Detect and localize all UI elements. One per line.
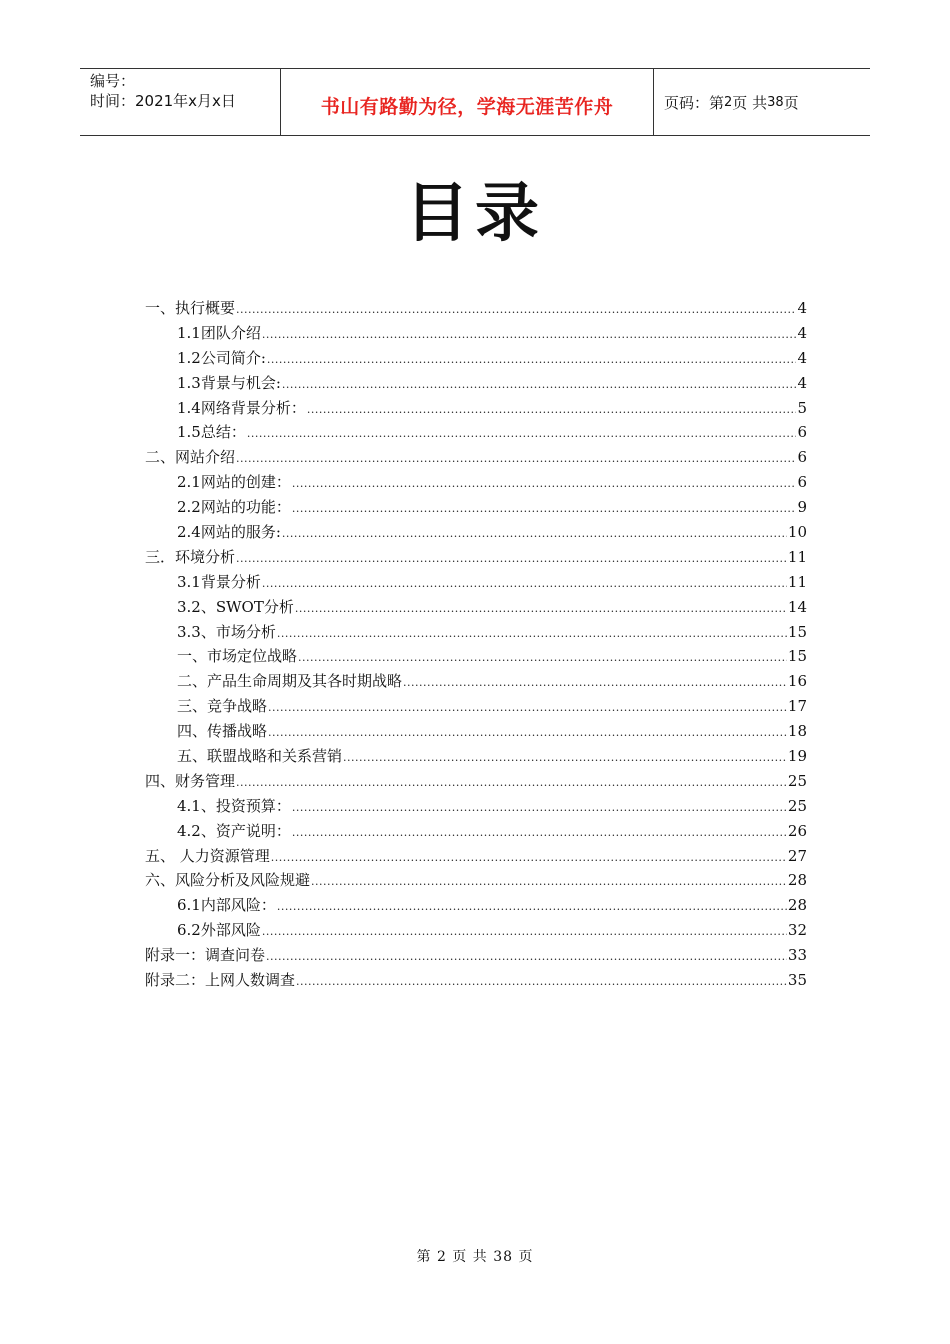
toc-entry-label: 五、联盟战略和关系营销 [177,747,343,766]
toc-entry-label: 3.1背景分析 [177,572,261,591]
toc-leader-dots [262,328,797,341]
toc-entry[interactable] [145,297,807,322]
toc-entry-label: 六、风险分析及风险规避 [145,871,311,890]
toc-entry[interactable] [145,421,807,446]
toc-entry-label: 四、财务管理 [145,771,236,790]
toc-leader-dots [307,403,797,416]
toc-entry[interactable] [145,944,807,969]
toc-entry-page: 26 [787,821,807,840]
toc-entry-page: 32 [787,921,807,940]
toc-entry[interactable] [145,446,807,471]
toc-entry[interactable] [145,521,807,546]
toc-entry-page: 35 [787,971,807,990]
toc-entry[interactable] [145,621,807,646]
toc-entry[interactable] [145,496,807,521]
toc-entry-label: 6.1内部风险： [177,896,276,915]
toc-leader-dots [296,975,787,988]
page-total: 38 [767,94,784,110]
toc-entry-page: 15 [787,647,807,666]
toc-entry-label: 2.1网站的创建： [177,473,291,492]
toc-leader-dots [282,527,787,540]
toc-leader-dots [262,577,787,590]
toc-entry-page: 4 [797,348,807,367]
toc-entry[interactable] [145,745,807,770]
toc-leader-dots [292,477,797,490]
toc-entry-label: 1.2公司简介: [177,348,266,367]
toc-leader-dots [267,353,797,366]
toc-entry[interactable] [145,820,807,845]
toc-entry-page: 28 [787,871,807,890]
toc-leader-dots [271,851,787,864]
toc-entry-label: 五、 人力资源管理 [145,846,270,865]
toc-entry[interactable] [145,695,807,720]
toc-entry[interactable] [145,571,807,596]
toc-entry-page: 27 [787,846,807,865]
toc-entry-label: 二、网站介绍 [145,448,236,467]
toc-entry-page: 25 [787,796,807,815]
header-meta [80,69,281,135]
toc-entry[interactable] [145,770,807,795]
toc-entry-page: 11 [787,572,807,591]
toc-entry-label: 一、执行概要 [145,299,236,317]
header-motto-cell [281,69,654,135]
toc-entry-label: 1.5总结： [177,423,246,442]
toc-leader-dots [266,950,787,963]
toc-entry-page: 11 [787,547,807,566]
toc-entry-label: 2.2网站的功能： [177,498,291,517]
toc-entry[interactable] [145,720,807,745]
toc-entry[interactable] [145,546,807,571]
toc-entry-page: 19 [787,747,807,766]
toc-leader-dots [282,378,797,391]
page-footer: 第 2 页 共 38 页 [416,1249,534,1265]
toc-leader-dots [403,676,787,689]
toc-entry-label: 三．环境分析 [145,547,236,566]
toc-entry-page: 6 [797,423,807,442]
toc-entry-label: 4.2、资产说明： [177,821,291,840]
toc-entry-page: 25 [787,771,807,790]
toc-leader-dots [343,751,787,764]
toc-entry-page: 17 [787,697,807,716]
toc-leader-dots [236,452,796,465]
toc-entry-label: 四、传播战略 [177,722,268,741]
toc-entry-label: 1.4网络背景分析： [177,398,306,417]
toc-entry-label: 3.3、市场分析 [177,622,276,641]
toc-entry-label: 1.1团队介绍 [177,323,261,342]
toc-entry-page: 15 [787,622,807,641]
toc-entry-label: 二、产品生命周期及其各时期战略 [177,672,403,691]
toc-entry-label: 三、竞争战略 [177,697,268,716]
motto: 书山有路勤为径，学海无涯苦作舟 [320,95,614,118]
toc-entry-page: 4 [797,323,807,342]
toc-entry-page: 6 [797,473,807,492]
toc-leader-dots [268,701,787,714]
toc-entry[interactable] [145,919,807,944]
toc-entry[interactable] [145,869,807,894]
toc-entry-page: 5 [797,398,807,417]
toc-entry-page: 33 [787,946,807,965]
toc-entry-page: 16 [787,672,807,691]
toc-entry-page: 6 [797,448,807,467]
toc-entry[interactable] [145,645,807,670]
page-prefix: 页码：第 [664,93,725,112]
page-suffix: 页 [783,93,799,112]
toc-entry-label: 附录二：上网人数调查 [145,971,296,990]
toc-entry-label: 附录一：调查问卷 [145,946,266,965]
toc-leader-dots [292,502,797,515]
toc-entry[interactable] [145,845,807,870]
toc-entry[interactable] [145,471,807,496]
toc-leader-dots [295,602,787,615]
toc-entry-label: 1.3背景与机会: [177,373,281,392]
toc-leader-dots [262,925,787,938]
toc-leader-dots [268,726,787,739]
toc-leader-dots [236,303,796,316]
toc-entry[interactable] [145,322,807,347]
header-page-info [654,69,870,135]
toc-entry-page: 10 [787,523,807,542]
toc-leader-dots [277,627,787,640]
toc-entry-label: 4.1、投资预算： [177,796,291,815]
toc-leader-dots [311,875,787,888]
toc-entry-page: 4 [797,373,807,392]
toc-leader-dots [292,826,787,839]
toc-entry-label: 3.2、SWOT分析 [177,597,294,616]
page-current: 2 [724,94,733,110]
toc-entry[interactable] [145,795,807,820]
page-header [80,68,870,136]
toc-entry[interactable] [145,347,807,372]
page-mid: 页 共 [732,93,768,112]
toc-entry-page: 18 [787,722,807,741]
toc-entry[interactable] [145,969,807,994]
toc-leader-dots [298,651,787,664]
toc-entry-page: 14 [787,597,807,616]
page-title: 目录 [405,177,545,251]
toc-leader-dots [247,427,797,440]
toc-entry-label: 2.4网站的服务: [177,523,281,542]
toc-entry[interactable] [145,596,807,621]
toc-entry[interactable] [145,670,807,695]
toc-entry-label: 6.2外部风险 [177,921,261,940]
toc-entry-page: 28 [787,896,807,915]
toc-leader-dots [236,552,787,565]
toc-leader-dots [236,776,787,789]
toc-entry[interactable] [145,894,807,919]
toc-entry[interactable] [145,397,807,422]
toc-leader-dots [292,801,787,814]
number-label: 编号： [90,72,136,90]
toc-entry-label: 一、市场定位战略 [177,647,298,666]
table-of-contents [145,297,807,994]
toc-leader-dots [277,900,787,913]
time-label: 时间：2021年x月x日 [90,92,236,110]
toc-entry[interactable] [145,372,807,397]
toc-entry-page: 9 [797,498,807,517]
toc-entry-page: 4 [797,299,807,317]
